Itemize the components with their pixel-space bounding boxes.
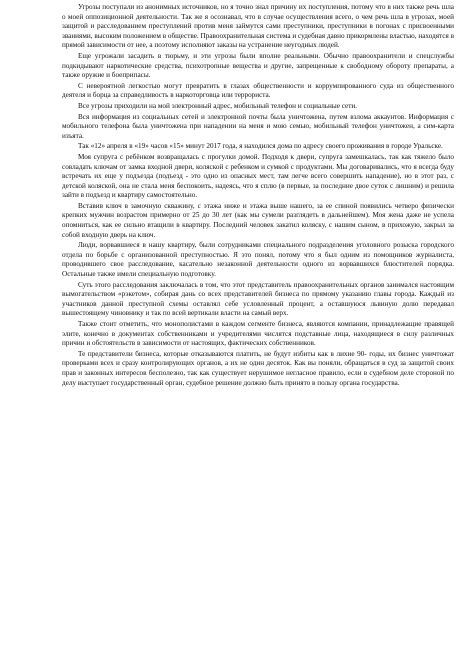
paragraph-10: Суть этого расследования заключалась в том, что этот представитель правоохранительных органов занимался настоящим вымогательством «рэкетом», собирая дань со всех представителей бизнеса по прямому указанию главы города. Каждый из участников данной преступной схемы оставлял себе условленный процент, а оставшуюся львиную долю передавал вышестоящему чиновнику и так по всей вертикали власти на самый верх. (62, 280, 454, 318)
paragraph-1: Угрозы поступали из анонимных источников, но я точно знал причину их поступления, потому что в них также речь шла о моей оппозиционной деятельности. Так же я осознавал, что в случае осуществления всего, о чем речь шла в угрозах, моей защитой и расследованием преступлений против меня займутся сами преступники, преступники в погонах с присвоенными званиями, высоким положением в обществе. Правоохранительная система и судебная давно прикормлены властью, находятся в прямой зависимости от нее, а поэтому исполняют заказы на устранение неугодных людей. (62, 3, 454, 50)
paragraph-4: Все угрозы приходили на мой электронный адрес, мобильный телефон и социальные сети. (78, 101, 357, 110)
paragraph-2: Еще угрожали засадить в тюрьму, и эти угрозы были вполне реальными. Обычно правоохранители и спецслужбы подкидывают наркотические средства, психотропные вещества и другие, запрещенные к свободному обороту препараты, а также оружие и боеприпасы. (62, 51, 454, 80)
paragraph-6: Так «12» апреля в «19» часов «15» минут 2017 года, я находился дома по адресу своего проживания в городе Уральске. (78, 142, 443, 151)
paragraph-12: Те представители бизнеса, которые отказываются платить, не будут избиты как в лихие 90- годы, их бизнес уничтожат проверками всех и сразу контролирующих органов, а их не один десяток. Как вы поняли, обращаться в суд за защитой своих прав и законных интересов бесполезно, так как существует нерушимое негласное правило, если в судебном деле стороной по делу выступает государственный орган, судебное решение должно быть принято в пользу органа государства. (62, 349, 454, 387)
paragraph-11: Также стоит отметить, что монополистами в каждом сегменте бизнеса, являются компании, принадлежащие правящей элите, конечно в документах собственниками и учредителями числятся подставные лица, находящиеся в силу различных причин и обстоятельств в зависимости от настоящих, фактических собственников. (62, 320, 454, 348)
paragraph-5: Вся информация из социальных сетей и электронной почты была уничтожена, путем взлома аккаунтов. Информация с мобильного телефона была уничтожена при нападении на меня и мою семью, мобильный телефон уничтожен, а сим-карта изъята. (62, 112, 454, 140)
paragraph-9: Люди, ворвавшиеся в нашу квартиру, были сотрудниками специального подразделения уголовного розыска городского отдела по борьбе с организованной преступностью. Я это понял, потому что я был одним из помощников журналиста, проводившего свое расследование, касательно незаконной деятельности одного из ворвавшихся блюстителей порядка. Остальные также имели специальную подготовку. (62, 241, 454, 279)
paragraph-3: С невероятной легкостью могут превратить в глазах общественности и коррумпированного суда из общественного деятеля и борца за справедливость в наркоторговца или террориста. (62, 81, 454, 100)
paragraph-7: Моя супруга с ребёнком возвращалась с прогулки домой. Подходя к двери, супруга замешкалась, так как тяжело было совладать ключам от замка входной двери, коляской с ребенком и сумкой с продуктами. Мы договаривались, что я всегда буду встречать их еще у подъезда (подъезд - это одно из опасных мест, там легче всего совершить нападение), но в этот раз, с детской коляской, она не стала меня беспокоить, надеясь, что я сплю (в первые, за последние двое суток с лишним) и решила зайти в подъезд и квартиру самостоятельно. (62, 152, 454, 200)
paragraph-8: Вставив ключ в замочную скважину, с этажа ниже и этажа выше нашего, за ее спиной появились четверо физически крепких мужчин возрастом примерно от 25 до 30 лет (как мы сумели разглядеть в дальнейшем). Моя жена даже не успела опомниться, как ее сильно втащили в квартиру. Последний человек закатил коляску, с нашим сыном, в прихожую, закрыл за собой входную дверь на ключ. (62, 201, 454, 239)
